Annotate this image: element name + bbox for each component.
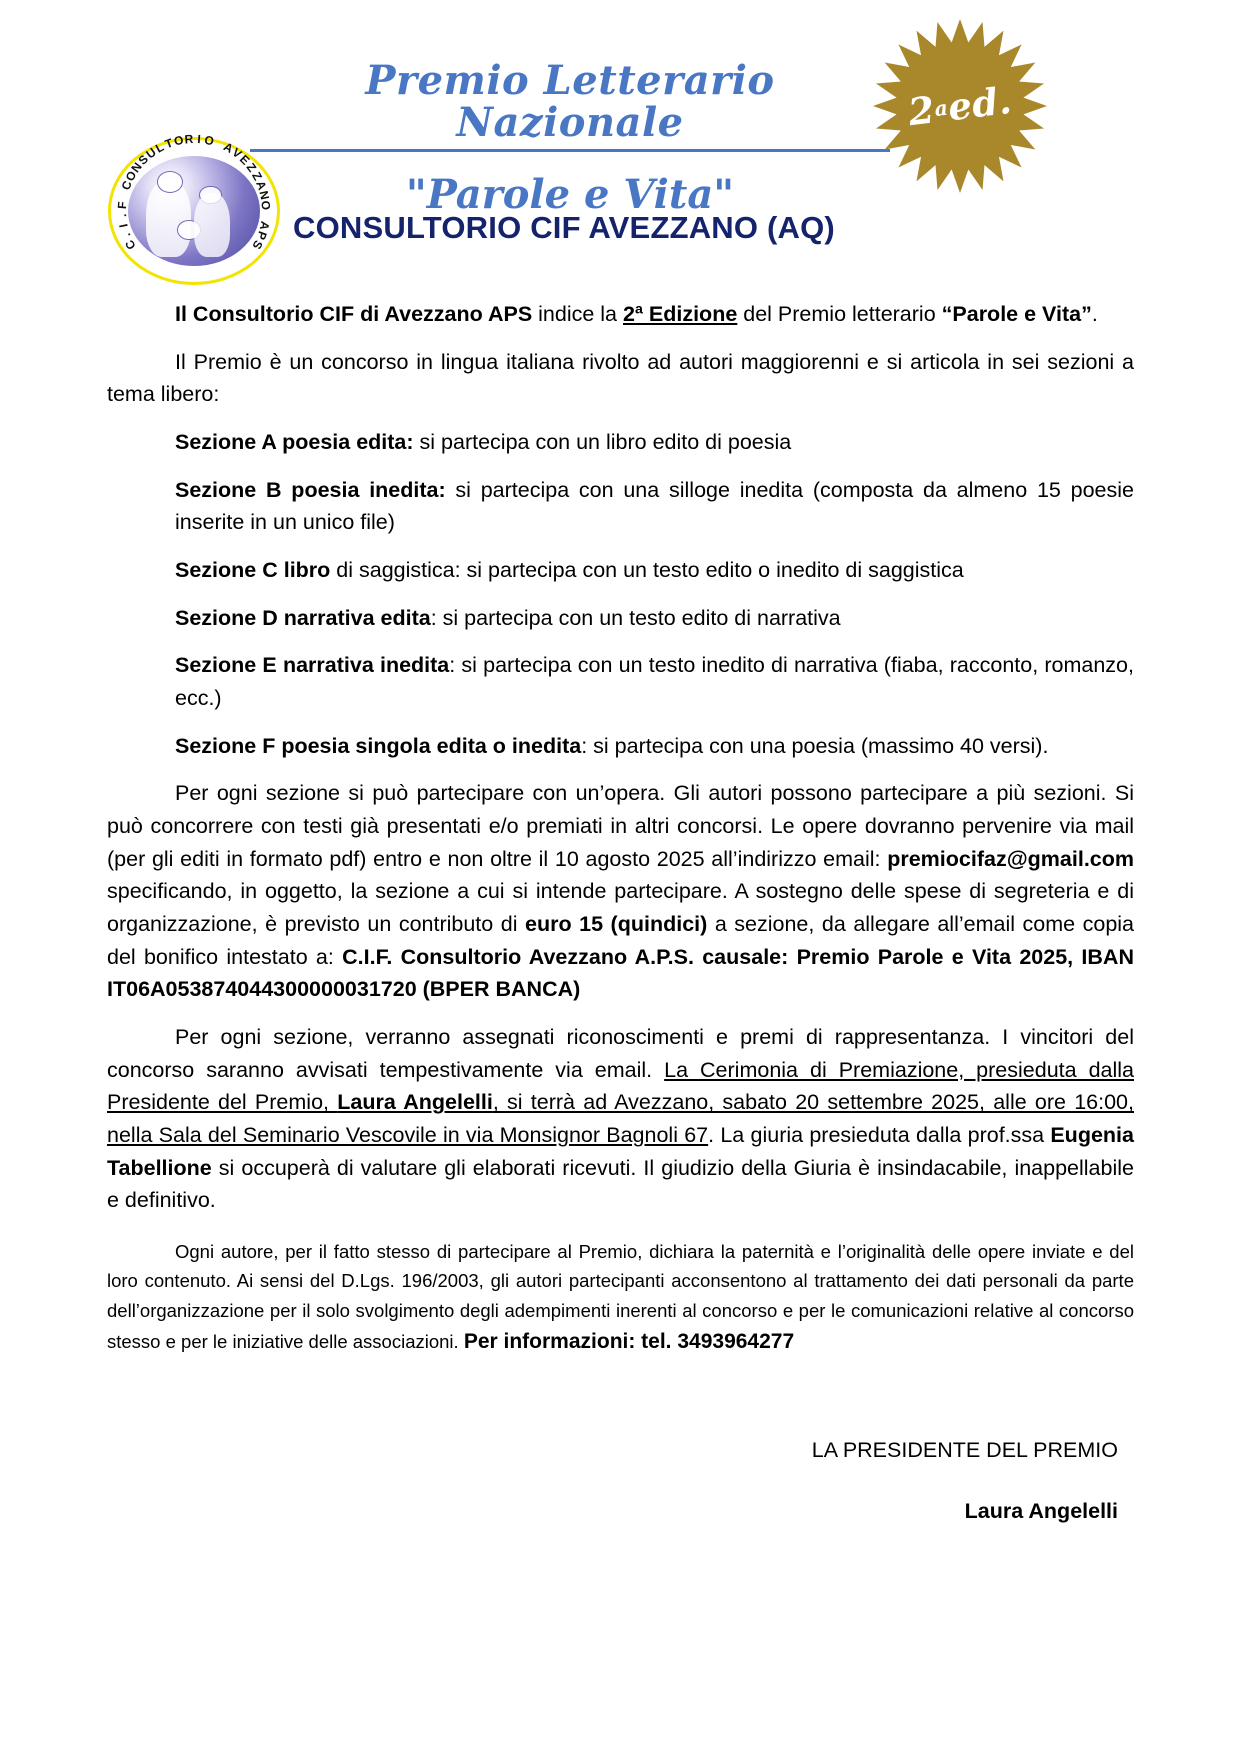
section-a-label: Sezione A poesia edita: <box>175 430 414 455</box>
logo-ring-char: C <box>122 237 139 252</box>
document-body <box>107 298 1134 1527</box>
awards-paragraph <box>107 1021 1134 1217</box>
logo-ring-char: S <box>249 237 266 252</box>
signature-role: LA PRESIDENTE DEL PREMIO <box>811 1437 1118 1462</box>
section-d-text: : si partecipa con un testo edito di narrativa <box>430 605 841 630</box>
section-entry-f <box>107 730 1134 763</box>
logo-ring-char: S <box>135 152 152 168</box>
intro-paragraph-1 <box>107 298 1134 331</box>
ceremony-text-2: , si terrà ad Avezzano, sabato 20 settembre 2025, alle ore 16:00, nella Sala del Seminario Vescovile in via Monsignor Bagnoli 67 <box>107 1090 1134 1148</box>
logo-ring-char: O <box>122 168 140 184</box>
intro-text-1: indice la <box>532 302 623 326</box>
logo-ring-char: P <box>253 229 270 242</box>
logo-ring-char: E <box>236 152 253 168</box>
logo-ring-char: L <box>153 139 167 156</box>
intro-text-2: del Premio letterario <box>737 302 942 326</box>
logo-ring-char: Z <box>249 169 265 183</box>
participation-paragraph <box>107 777 1134 1006</box>
entry-fee: euro 15 (quindici) <box>525 912 708 937</box>
privacy-text: Ogni autore, per il fatto stesso di partecipare al Premio, dichiara la paternità e l’originalità delle opere inviate e del loro contenuto. Ai sensi del D.Lgs. 196/2003, gli autori partecipanti acconsentono al trattamento dei dati personali da parte dell’organizzazione per il solo svolgimento degli adempimenti inerenti al concorso e per le comunicazioni relative al concorso stesso e per le iniziative delle associazioni. <box>107 1241 1134 1352</box>
section-b-text: si partecipa con una silloge inedita (composta da almeno 15 poesie inserite in un unico file) <box>175 477 1134 535</box>
section-c-text: di saggistica: si partecipa con un testo edito o inedito di saggistica <box>330 558 964 583</box>
intro-paragraph-2: Il Premio è un concorso in lingua italiana rivolto ad autori maggiorenni e si articola in sei sezioni a tema libero: <box>107 349 1134 407</box>
section-entry-b <box>107 474 1134 539</box>
logo-ring-char: I <box>196 132 202 147</box>
participation-text-1: Per ogni sezione si può partecipare con un’opera. Gli autori possono partecipare a più sezioni. Si può concorrere con testi già presentati e/o premiati in altri concorsi. Le opere dovranno pervenire via mail (per gli editi in formato pdf) entro e non oltre il 10 agosto 2025 all’indirizzo email: <box>107 781 1134 871</box>
edition-ordinal: a <box>933 95 950 122</box>
intro-text-3: . <box>1091 302 1098 326</box>
logo-ring-char: U <box>143 145 159 162</box>
logo-ring-char: C <box>118 178 135 192</box>
logo-ring-char: O <box>203 132 216 149</box>
logo-ring-char: A <box>256 219 273 232</box>
logo-ring-char: O <box>172 132 185 149</box>
payee-and-iban: C.I.F. Consultorio Avezzano A.P.S. causale: Premio Parole e Vita 2025, IBAN IT06A053874044300000031720 (BPER BANCA) <box>107 944 1134 1002</box>
intro-edition-underlined: 2ª Edizione <box>623 302 738 326</box>
section-f-label: Sezione F poesia singola edita o inedita <box>175 733 582 758</box>
section-c-label: Sezione C libro <box>175 558 331 583</box>
edition-badge-label <box>862 8 1058 204</box>
logo-ring-char: V <box>229 145 245 162</box>
privacy-paragraph <box>107 1237 1134 1358</box>
logo-ring-char: Z <box>243 160 260 175</box>
ceremony-text-1: La Cerimonia di Premiazione, presieduta dalla Presidente del Premio, <box>107 1057 1134 1115</box>
awards-text-2: . La giuria presieduta dalla prof.ssa <box>708 1123 1051 1148</box>
page-title: Premio Letterario Nazionale <box>250 60 890 152</box>
signature-name: Laura Angelelli <box>964 1498 1118 1523</box>
logo-ring-char: T <box>163 135 175 152</box>
section-entry-a <box>107 426 1134 459</box>
edition-number: 2 <box>905 87 938 135</box>
participation-text-3: a sezione, da allegare all’email come copia del bonifico intestato a: <box>107 912 1135 969</box>
section-e-label: Sezione E narrativa inedita <box>175 653 450 678</box>
logo-ring-char: . <box>115 213 130 218</box>
intro-prize-name: “Parole e Vita” <box>941 302 1092 326</box>
logo-ring-char: N <box>128 159 145 176</box>
awards-text-3: si occuperà di valutare gli elaborati ricevuti. Il giudizio della Giuria è insindacabile, inappellabile e definitivo. <box>107 1155 1134 1213</box>
section-entry-d <box>107 602 1134 635</box>
title-block <box>250 57 890 218</box>
intro-org-bold: Il Consultorio CIF di Avezzano APS <box>175 302 533 326</box>
logo-ring-char: A <box>253 178 270 192</box>
contact-email: premiocifaz@gmail.com <box>887 846 1134 871</box>
edition-badge <box>872 18 1048 194</box>
section-entry-c <box>107 554 1134 587</box>
document-header <box>0 0 1241 270</box>
signature-block <box>107 1434 1134 1527</box>
logo-ring-char: I <box>116 222 131 229</box>
awards-text-1: Per ogni sezione, verranno assegnati riconoscimenti e premi di rappresentanza. I vincitori del concorso saranno avvisati tempestivamente via email. <box>107 1025 1134 1082</box>
logo-ring-char: A <box>221 139 236 156</box>
logo-ring-char: R <box>184 131 194 147</box>
logo-ring-char: N <box>256 189 273 201</box>
page-subtitle: "Parole e Vita" <box>405 171 735 218</box>
section-entry-e <box>107 649 1134 714</box>
logo-ring-char: . <box>119 231 134 240</box>
jury-president-name: Eugenia Tabellione <box>107 1123 1134 1180</box>
edition-suffix: ed. <box>945 77 1015 130</box>
logo-ring-char: F <box>114 201 130 210</box>
info-contact: Per informazioni: tel. 3493964277 <box>463 1329 795 1353</box>
section-e-text: : si partecipa con un testo inedito di narrativa (fiaba, racconto, romanzo, ecc.) <box>175 653 1134 711</box>
participation-text-2: specificando, in oggetto, la sezione a cui si intende partecipare. A sostegno delle spese di segreteria e di organizzazione, è previsto un contributo di <box>107 879 1134 937</box>
section-b-label: Sezione B poesia inedita: <box>175 477 446 502</box>
section-d-label: Sezione D narrativa edita <box>175 605 431 630</box>
logo-ring-char: O <box>258 200 274 211</box>
president-name: Laura Angelelli <box>337 1090 493 1115</box>
organization-name: CONSULTORIO CIF AVEZZANO (AQ) <box>293 210 835 245</box>
section-f-text: : si partecipa con una poesia (massimo 40 versi). <box>581 733 1049 758</box>
section-a-text: si partecipa con un libro edito di poesia <box>413 430 792 455</box>
